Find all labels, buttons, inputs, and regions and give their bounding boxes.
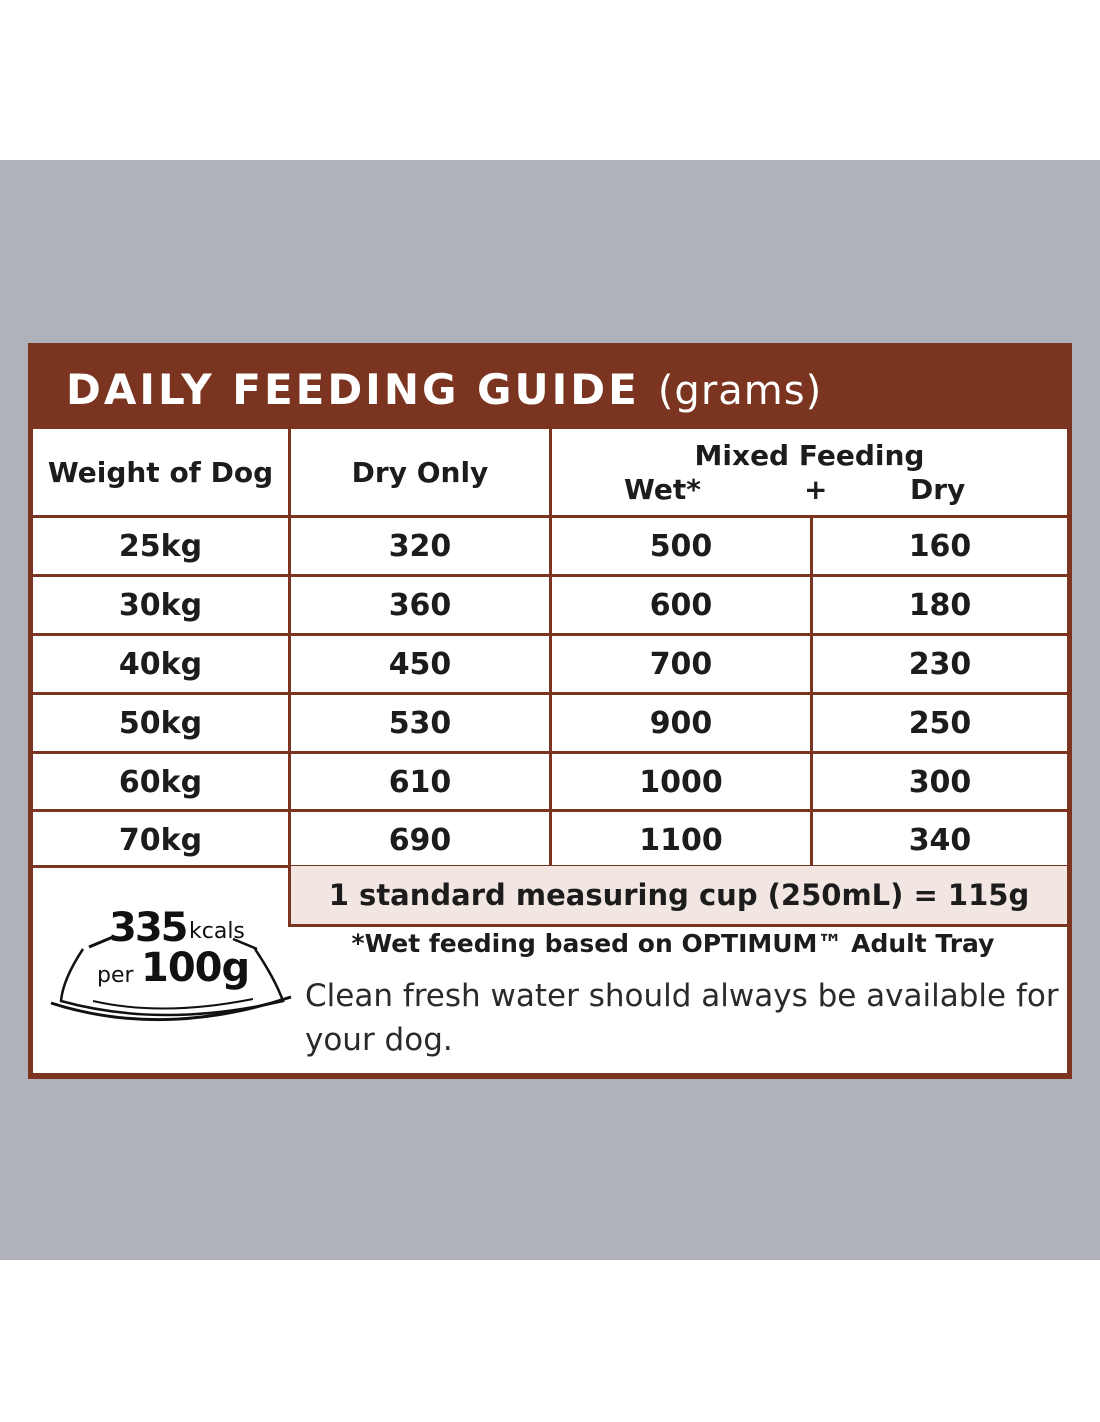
cell-wet: 500 bbox=[552, 518, 810, 574]
cell-dry-only: 530 bbox=[291, 695, 549, 751]
header-weight: Weight of Dog bbox=[33, 429, 288, 515]
cell-wet: 1100 bbox=[552, 812, 810, 868]
divider-col-3 bbox=[810, 515, 813, 866]
measuring-cup-note: 1 standard measuring cup (250mL) = 115g bbox=[291, 866, 1067, 924]
divider-col-2 bbox=[549, 429, 552, 866]
cell-dry-only: 450 bbox=[291, 636, 549, 692]
cell-weight: 25kg bbox=[33, 518, 288, 574]
divider-row bbox=[33, 515, 1067, 518]
kcal-badge bbox=[43, 889, 293, 1039]
cell-weight: 40kg bbox=[33, 636, 288, 692]
cell-dry-only: 320 bbox=[291, 518, 549, 574]
header-dry-only: Dry Only bbox=[291, 429, 549, 515]
title-main: DAILY FEEDING GUIDE bbox=[66, 365, 640, 414]
plus-label: + bbox=[804, 473, 828, 506]
mixed-feeding-label: Mixed Feeding bbox=[694, 439, 925, 472]
kcal-unit: kcals bbox=[189, 919, 245, 944]
cell-dry: 340 bbox=[813, 812, 1067, 868]
cell-dry-only: 690 bbox=[291, 812, 549, 868]
feeding-guide-card bbox=[28, 343, 1072, 1079]
cell-dry: 300 bbox=[813, 754, 1067, 810]
cell-wet: 1000 bbox=[552, 754, 810, 810]
cell-dry: 230 bbox=[813, 636, 1067, 692]
page-title bbox=[66, 365, 822, 425]
divider-row bbox=[33, 692, 1067, 695]
feeding-table bbox=[33, 429, 1067, 1073]
title-unit: (grams) bbox=[657, 368, 823, 414]
divider-row bbox=[33, 751, 1067, 754]
kcal-value: 335 bbox=[109, 905, 187, 951]
cell-dry-only: 610 bbox=[291, 754, 549, 810]
wet-feeding-note: *Wet feeding based on OPTIMUM™ Adult Tray bbox=[351, 929, 995, 958]
divider-row bbox=[33, 809, 1067, 812]
water-note: Clean fresh water should always be available for your dog. bbox=[305, 978, 1059, 1058]
cell-wet: 700 bbox=[552, 636, 810, 692]
cup-note-border-bottom bbox=[288, 924, 1067, 927]
divider-row bbox=[33, 574, 1067, 577]
kcal-amount: 100g bbox=[141, 945, 250, 991]
wet-label: Wet* bbox=[624, 473, 701, 506]
cell-dry: 160 bbox=[813, 518, 1067, 574]
cell-wet: 900 bbox=[552, 695, 810, 751]
cell-weight: 70kg bbox=[33, 812, 288, 868]
cell-weight: 60kg bbox=[33, 754, 288, 810]
header-mixed-feeding bbox=[552, 429, 1067, 515]
kcal-per: per bbox=[97, 963, 134, 988]
dry-label: Dry bbox=[910, 473, 966, 506]
cell-dry: 250 bbox=[813, 695, 1067, 751]
cell-dry-only: 360 bbox=[291, 577, 549, 633]
cell-weight: 30kg bbox=[33, 577, 288, 633]
divider-col-1 bbox=[288, 429, 291, 866]
cell-wet: 600 bbox=[552, 577, 810, 633]
cell-weight: 50kg bbox=[33, 695, 288, 751]
cell-dry: 180 bbox=[813, 577, 1067, 633]
divider-row bbox=[33, 633, 1067, 636]
